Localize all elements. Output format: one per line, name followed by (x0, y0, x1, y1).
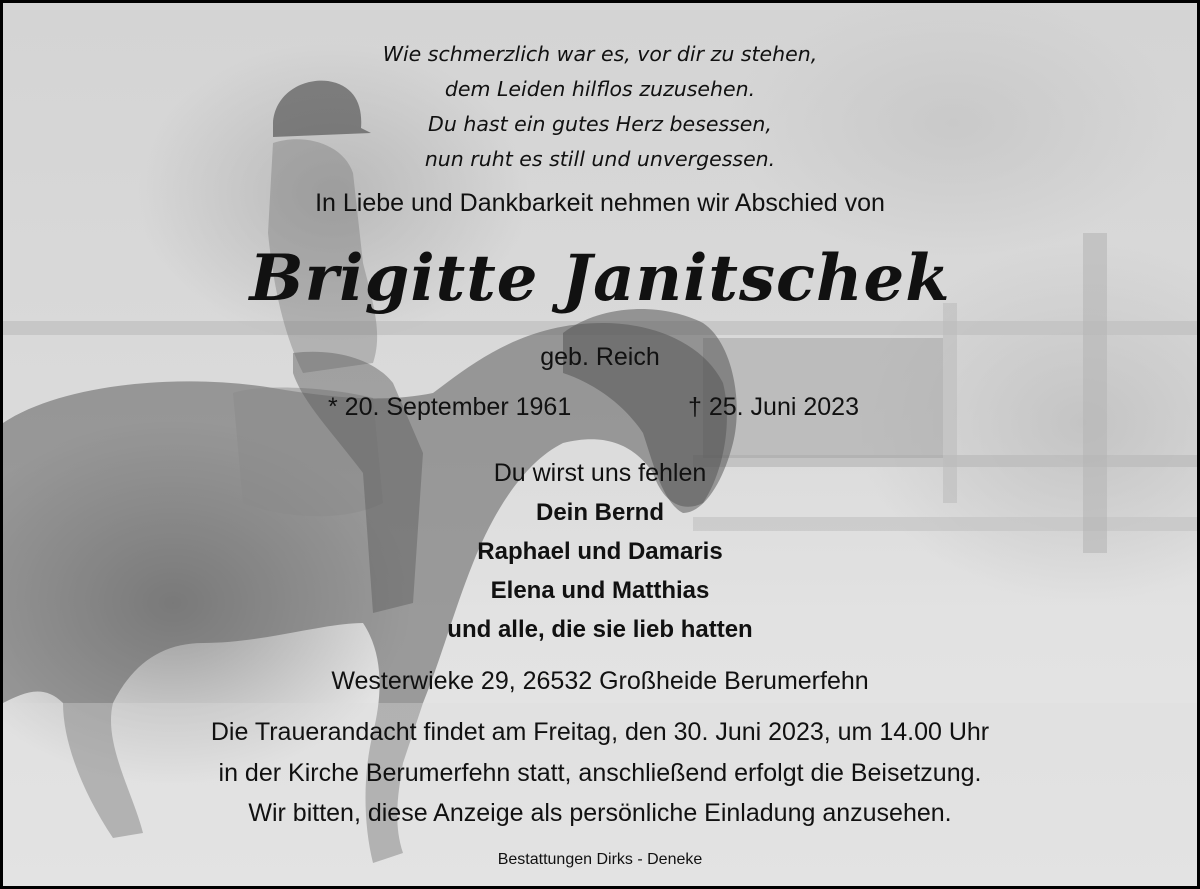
mourners-list (3, 493, 1197, 649)
service-line: in der Kirche Berumerfehn statt, anschließend erfolgt die Beisetzung. (218, 759, 982, 787)
poem-line: Du hast ein gutes Herz besessen, (428, 112, 772, 136)
intro-text: In Liebe und Dankbarkeit nehmen wir Abschied von (315, 189, 885, 217)
service-line: Die Trauerandacht findet am Freitag, den 30. Juni 2023, um 14.00 Uhr (210, 718, 990, 746)
death-date: † 25. Juni 2023 (688, 393, 859, 421)
birth-name: geb. Reich (540, 343, 660, 371)
deceased-name: Brigitte Janitschek (249, 241, 951, 316)
mourner: Elena und Matthias (490, 577, 710, 604)
invitation-note: Wir bitten, diese Anzeige als persönliche Einladung anzusehen. (248, 799, 952, 827)
birth-date: * 20. September 1961 (328, 393, 572, 421)
service-info (3, 712, 1197, 794)
mourner: Raphael und Damaris (477, 538, 723, 565)
mourner: Dein Bernd (535, 499, 664, 526)
address: Westerwieke 29, 26532 Großheide Berumerfehn (331, 667, 869, 695)
poem (3, 37, 1197, 177)
closing-line: Du wirst uns fehlen (493, 459, 707, 487)
poem-line: nun ruht es still und unvergessen. (424, 147, 776, 171)
undertaker-name: Bestattungen Dirks - Deneke (497, 851, 703, 868)
mourner: und alle, die sie lieb hatten (447, 616, 753, 643)
poem-line: dem Leiden hilflos zuzusehen. (444, 77, 756, 101)
poem-line: Wie schmerzlich war es, vor dir zu stehen, (382, 42, 818, 66)
